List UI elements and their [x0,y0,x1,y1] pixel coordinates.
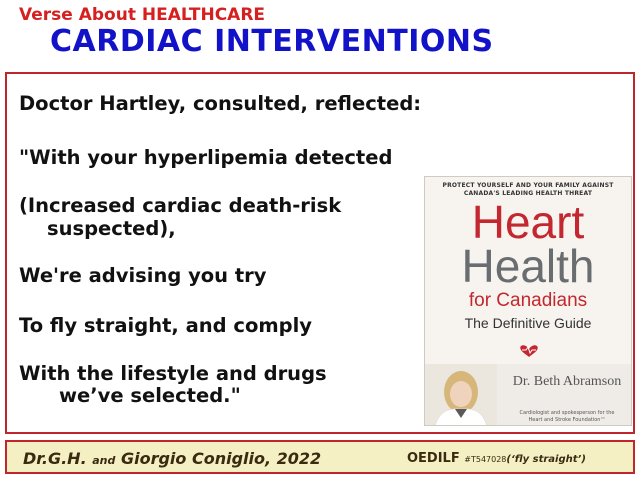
verse-line-3-cont: suspected), [47,217,176,240]
verse-line-4: We're advising you try [19,264,267,287]
book-subtitle: The Definitive Guide [464,315,592,331]
footer-tag: (‘fly straight’) [506,454,586,465]
footer-reference [407,451,586,466]
book-title-health: Health [461,240,595,292]
footer-authors [23,449,321,468]
footer-bar [5,440,635,474]
page-title: CARDIAC INTERVENTIONS [50,24,494,59]
book-tagline-2: CANADA'S LEADING HEALTH THREAT [463,190,593,197]
book-title-heart: Heart [471,196,585,248]
verse-line-5: To fly straight, and comply [19,314,313,337]
book-caption-line-1: Cardiologist and spokesperson for the [519,410,615,416]
footer-author-2: Giorgio Coniglio, 2022 [120,449,322,468]
verse-line-6-cont: we’ve selected." [59,384,241,407]
verse-line-3: (Increased cardiac death-risk [19,194,342,217]
author-photo [425,364,497,426]
footer-site: OEDILF [407,451,460,466]
footer-and: and [92,454,116,467]
super-title: Verse About HEALTHCARE [19,5,266,25]
book-tagline [425,177,631,198]
heart-stroke-logo-icon [514,340,544,360]
book-author-caption [503,410,631,424]
book-cover-image [424,176,632,426]
verse-line-6: With the lifestyle and drugs [19,362,327,385]
book-title-for-canadians: for Canadians [468,290,588,311]
footer-author-1: Dr.G.H. [23,449,87,468]
book-author: Dr. Beth Abramson [512,374,622,389]
book-caption-line-2: Heart and Stroke Foundation™ [528,417,606,423]
book-tagline-1: PROTECT YOURSELF AND YOUR FAMILY AGAINST [442,182,614,189]
footer-ref-number: #T547028 [464,455,507,464]
verse-line-1: Doctor Hartley, consulted, reflected: [19,92,422,115]
verse-line-2: "With your hyperlipemia detected [19,146,393,169]
